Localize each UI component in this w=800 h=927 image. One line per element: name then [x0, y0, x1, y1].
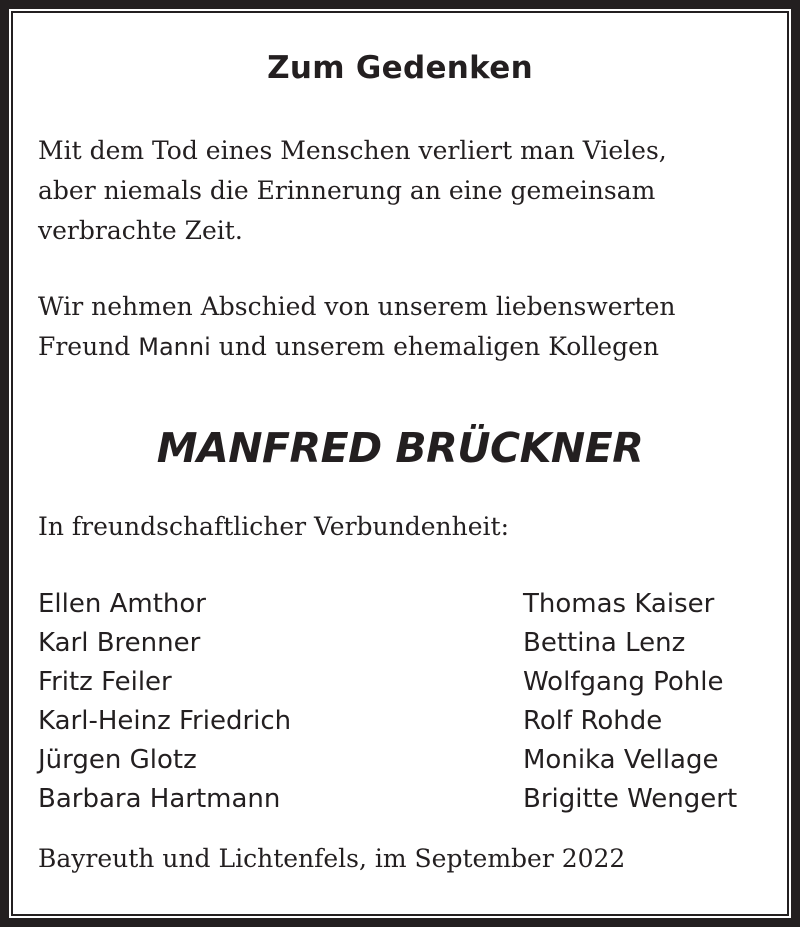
mourner-name: Karl Brenner [38, 628, 201, 658]
mourner-name: Wolfgang Pohle [523, 667, 724, 697]
mourner-name: Jürgen Glotz [38, 745, 197, 775]
mourner-name: Ellen Amthor [38, 589, 206, 619]
intro-line: Mit dem Tod eines Menschen verliert man Vieles, [38, 136, 667, 165]
notice-heading: Zum Gedenken [267, 50, 533, 86]
mourners-list-left [38, 585, 291, 819]
deceased-name: MANFRED BRÜCKNER [156, 424, 644, 472]
mourner-name: Karl-Heinz Friedrich [38, 706, 292, 736]
farewell-line-2-start: Freund [38, 332, 139, 361]
intro-line: verbrachte Zeit. [38, 216, 243, 245]
mourners-list-right [523, 585, 737, 819]
mourner-name: Brigitte Wengert [523, 784, 738, 814]
intro-line: aber niemals die Erinnerung an eine gemeinsam [38, 176, 656, 205]
mourner-name: Bettina Lenz [523, 628, 686, 658]
farewell-line-2 [38, 327, 675, 367]
mourner-name: Thomas Kaiser [523, 589, 715, 619]
mourner-name: Rolf Rohde [523, 706, 663, 736]
farewell-paragraph [38, 287, 675, 367]
mourner-name: Monika Vellage [523, 745, 719, 775]
mourner-name: Fritz Feiler [38, 667, 172, 697]
place-and-date: Bayreuth und Lichtenfels, im September 2022 [38, 844, 626, 873]
nickname: Manni [138, 333, 211, 361]
farewell-line-1: Wir nehmen Abschied von unserem liebenswerten [38, 292, 676, 321]
farewell-line-2-end: und unserem ehemaligen Kollegen [210, 332, 659, 361]
intro-paragraph [38, 131, 667, 251]
closing-phrase: In freundschaftlicher Verbundenheit: [38, 512, 510, 541]
mourner-name: Barbara Hartmann [38, 784, 281, 814]
